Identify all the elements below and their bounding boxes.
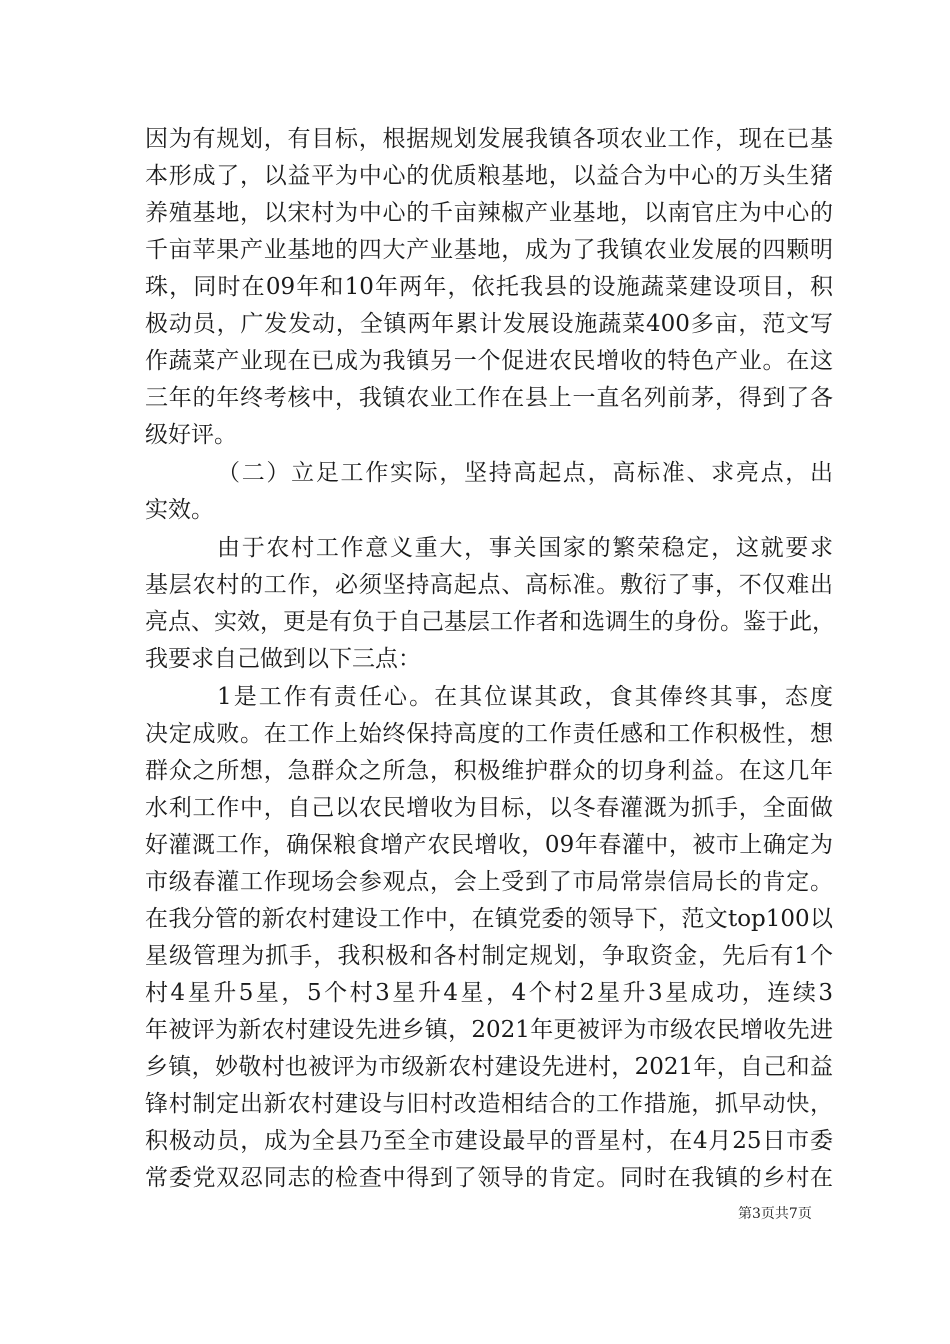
text-line: 星级管理为抓手，我积极和各村制定规划，争取资金，先后有1个 [145, 943, 833, 969]
text-line: 级好评。 [145, 422, 237, 448]
paragraph [145, 121, 833, 454]
text-line: 千亩苹果产业基地的四大产业基地，成为了我镇农业发展的四颗明 [145, 237, 833, 263]
text-line: 极动员，广发发动，全镇两年累计发展设施蔬菜400多亩，范文写 [145, 311, 833, 337]
text-line: 基层农村的工作，必须坚持高起点、高标准。敷衍了事，不仅难出 [145, 572, 833, 598]
text-line: 水利工作中，自己以农民增收为目标，以冬春灌溉为抓手，全面做 [145, 795, 833, 821]
text-line: 亮点、实效，更是有负于自己基层工作者和选调生的身份。鉴于此， [145, 609, 835, 635]
text-line: 乡镇，妙敬村也被评为市级新农村建设先进村，2021年，自己和益 [145, 1054, 833, 1080]
text-line: 1是工作有责任心。在其位谋其政，食其俸终其事，态度 [217, 684, 833, 710]
text-line: 三年的年终考核中，我镇农业工作在县上一直名列前茅，得到了各 [145, 385, 833, 411]
paragraph [145, 679, 833, 1197]
text-line: 村4星升5星，5个村3星升4星，4个村2星升3星成功，连续3 [145, 980, 833, 1006]
text-line: 积极动员，成为全县乃至全市建设最早的晋星村，在4月25日市委 [145, 1128, 833, 1154]
page-number: 第3页共7页 [738, 1206, 812, 1222]
text-line: 本形成了，以益平为中心的优质粮基地，以益合为中心的万头生猪 [145, 163, 833, 189]
text-line: 我要求自己做到以下三点： [145, 646, 421, 672]
text-line: 作蔬菜产业现在已成为我镇另一个促进农民增收的特色产业。在这 [145, 348, 833, 374]
document-body [145, 121, 833, 1198]
text-line: 实效。 [145, 497, 214, 523]
text-line: 锋村制定出新农村建设与旧村改造相结合的工作措施，抓早动快， [145, 1091, 833, 1117]
text-line: 年被评为新农村建设先进乡镇，2021年更被评为市级农民增收先进 [145, 1017, 833, 1043]
paragraph [145, 455, 833, 529]
text-line: 养殖基地，以宋村为中心的千亩辣椒产业基地，以南官庄为中心的 [145, 200, 833, 226]
text-line: （二）立足工作实际，坚持高起点，高标准、求亮点，出 [217, 460, 833, 486]
text-line: 在我分管的新农村建设工作中，在镇党委的领导下，范文top100以 [145, 906, 833, 932]
text-line: 群众之所想，急群众之所急，积极维护群众的切身利益。在这几年 [145, 758, 833, 784]
text-line: 由于农村工作意义重大，事关国家的繁荣稳定，这就要求 [217, 535, 833, 561]
text-line: 市级春灌工作现场会参观点，会上受到了市局常崇信局长的肯定。 [145, 869, 833, 895]
text-line: 因为有规划，有目标，根据规划发展我镇各项农业工作，现在已基 [145, 126, 833, 152]
text-line: 好灌溉工作，确保粮食增产农民增收，09年春灌中，被市上确定为 [145, 832, 833, 858]
text-line: 常委党双忍同志的检查中得到了领导的肯定。同时在我镇的乡村在 [145, 1165, 833, 1191]
text-line: 珠，同时在09年和10年两年，依托我县的设施蔬菜建设项目，积 [145, 274, 833, 300]
text-line: 决定成败。在工作上始终保持高度的工作责任感和工作积极性，想 [145, 721, 833, 747]
paragraph [145, 530, 833, 678]
